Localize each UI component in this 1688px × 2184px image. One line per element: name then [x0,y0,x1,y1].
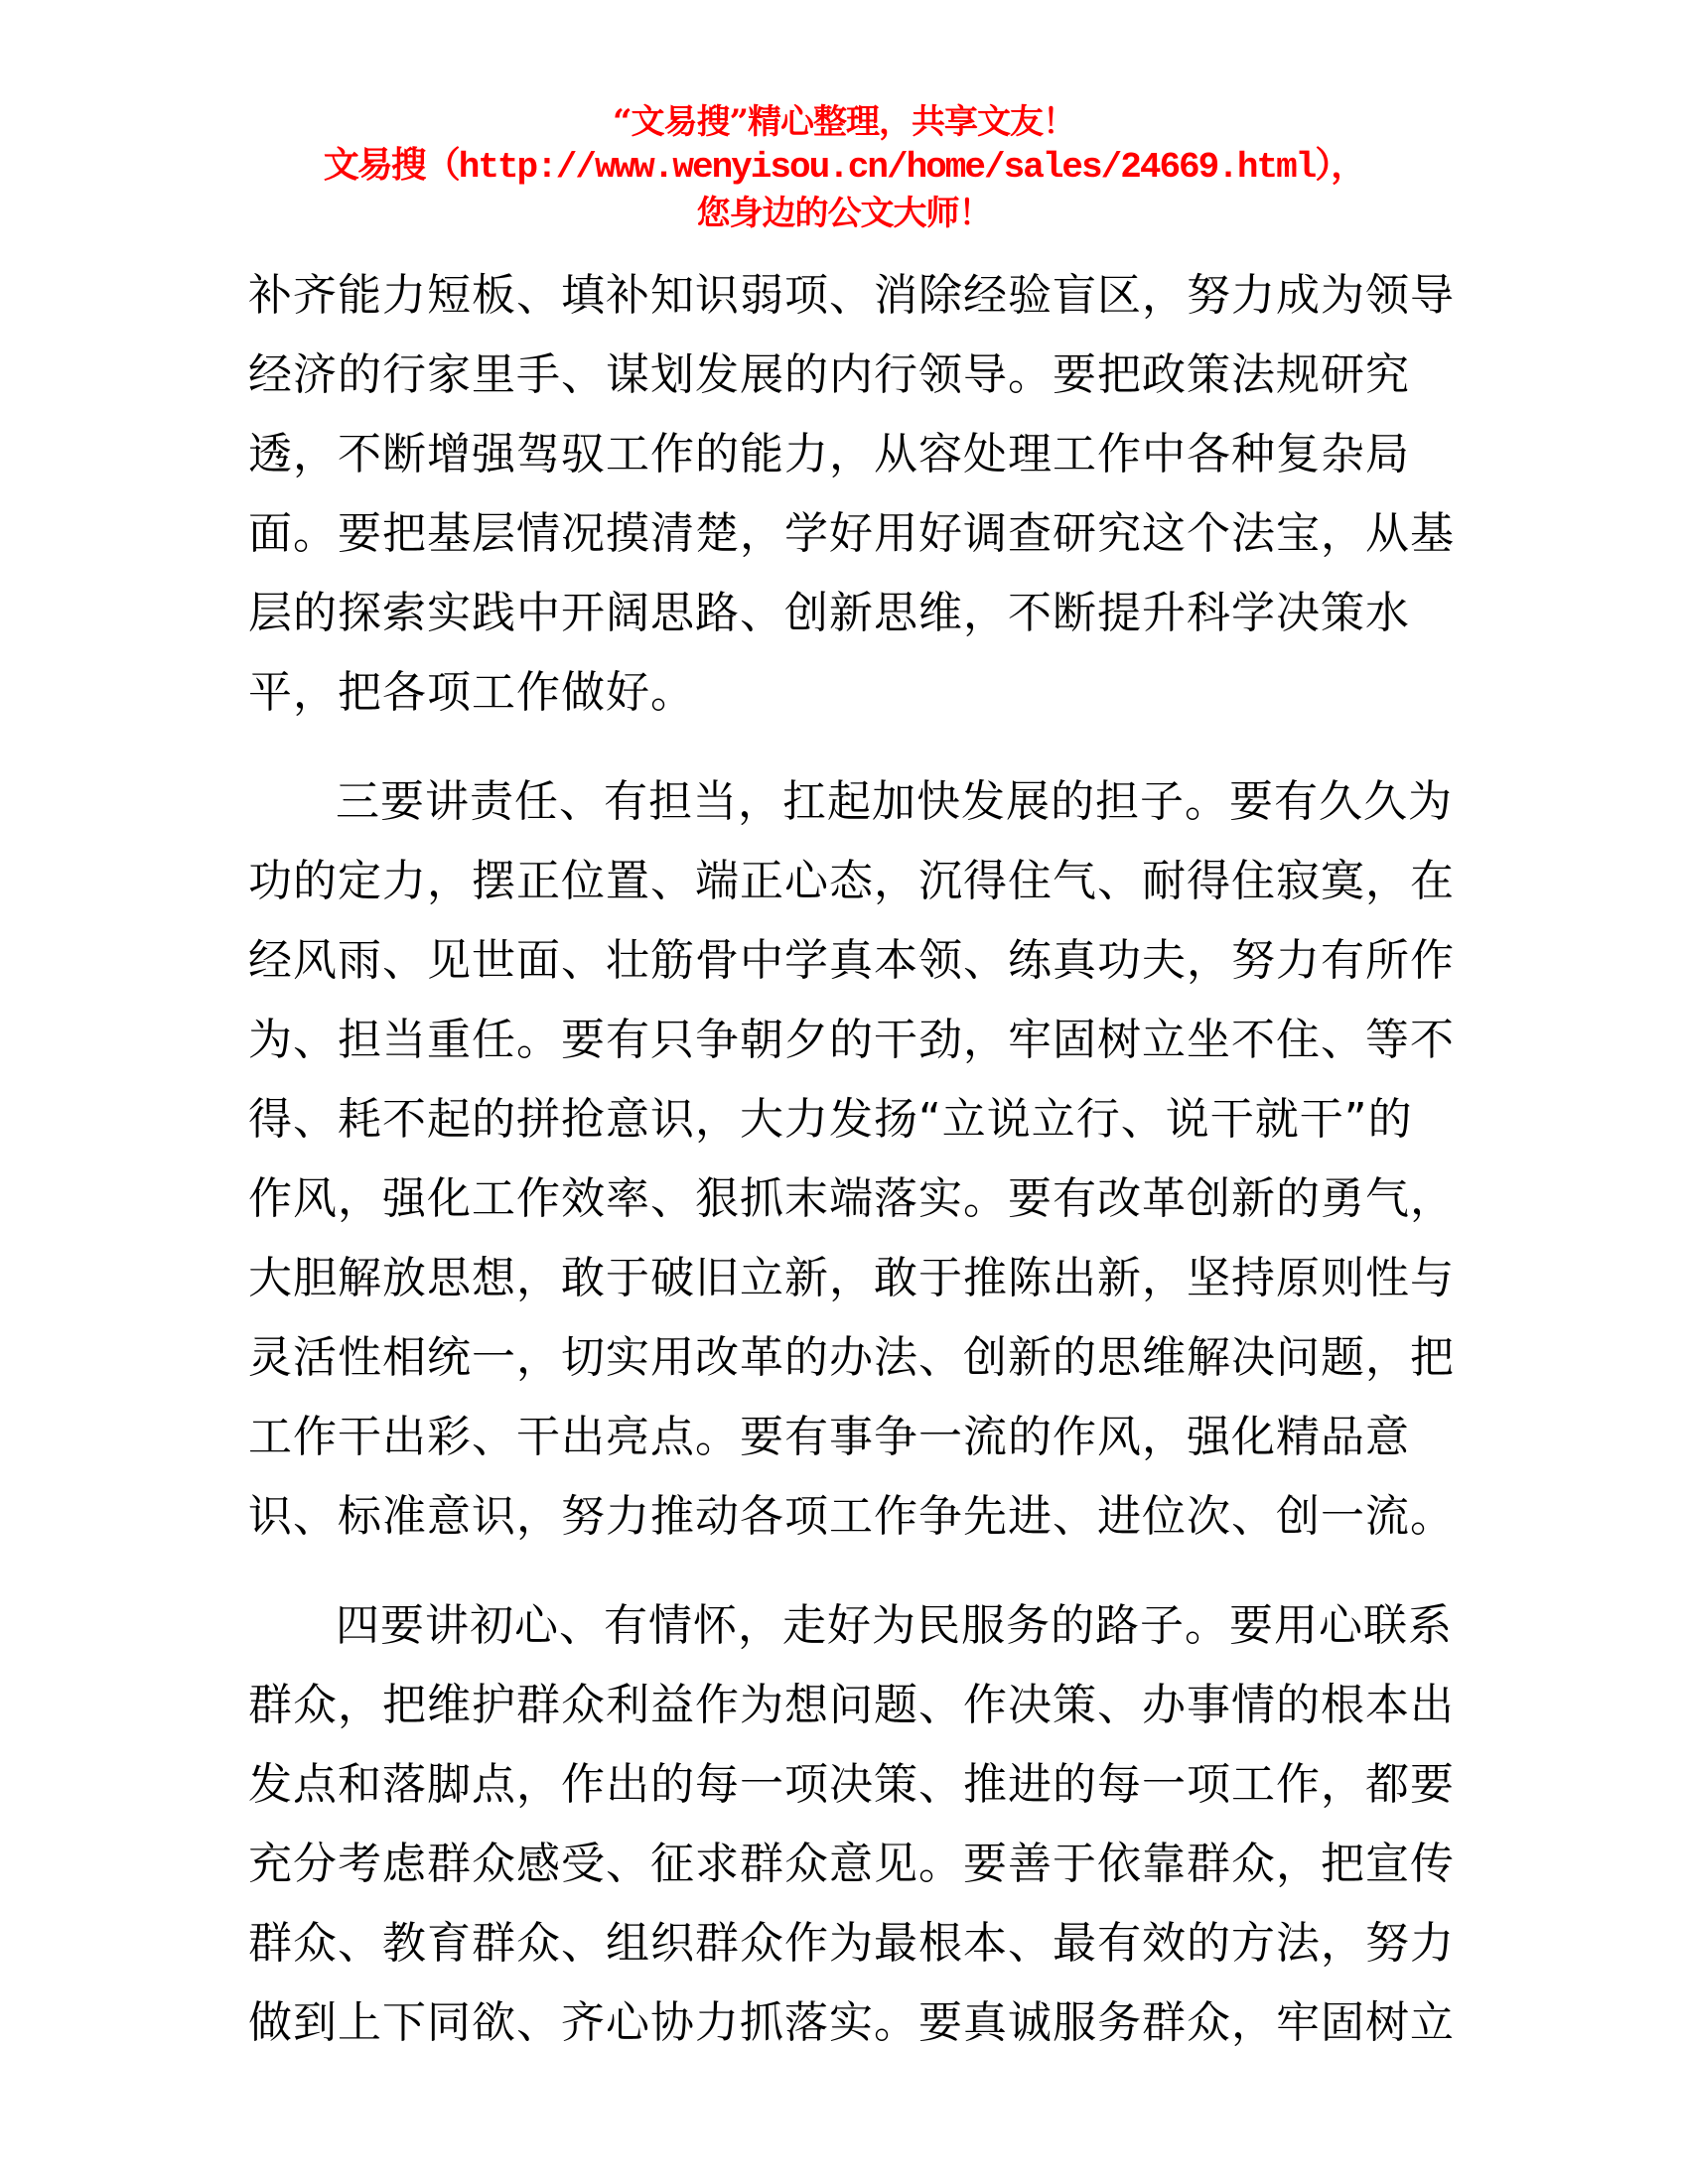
watermark-header [0,99,1688,236]
paragraph-line: 充分考虑群众感受、征求群众意见。要善于依靠群众，把宣传 [248,1839,1455,1889]
paragraph-line: 大胆解放思想，敢于破旧立新，敢于推陈出新，坚持原则性与 [248,1253,1455,1303]
paragraph-line: 作风，强化工作效率、狠抓末端落实。要有改革创新的勇气， [248,1173,1455,1224]
paragraph-line: 群众，把维护群众利益作为想问题、作决策、办事情的根本出 [248,1680,1455,1730]
paragraph-line: 平，把各项工作做好。 [248,667,695,718]
paragraph-2 [248,762,1455,1557]
paragraph-line: 补齐能力短板、填补知识弱项、消除经验盲区，努力成为领导 [248,270,1455,321]
paragraph-line: 三要讲责任、有担当，扛起加快发展的担子。要有久久为 [336,776,1453,827]
header-line-3: 您身边的公文大师！ [696,194,992,233]
paragraph-line: 透，不断增强驾驭工作的能力，从容处理工作中各种复杂局 [248,429,1410,479]
paragraph-1 [248,256,1455,733]
document-body [248,256,1455,2063]
header-line-1: “文易搜”精心整理，共享文友！ [612,102,1076,142]
paragraph-line: 发点和落脚点，作出的每一项决策、推进的每一项工作，都要 [248,1759,1455,1810]
paragraph-line: 功的定力，摆正位置、端正心态，沉得住气、耐得住寂寞，在 [248,856,1455,906]
paragraph-line: 做到上下同欲、齐心协力抓落实。要真诚服务群众，牢固树立 [248,1997,1455,2048]
paragraph-line: 工作干出彩、干出亮点。要有事争一流的作风，强化精品意 [248,1412,1410,1462]
paragraph-line: 四要讲初心、有情怀，走好为民服务的路子。要用心联系 [336,1600,1453,1651]
paragraph-line: 得、耗不起的拼抢意识，大力发扬“立说立行、说干就干”的 [248,1094,1413,1145]
paragraph-spacer [248,1557,1440,1586]
paragraph-line: 群众、教育群众、组织群众作为最根本、最有效的方法，努力 [248,1918,1455,1969]
paragraph-spacer [248,733,1440,762]
paragraph-line: 灵活性相统一，切实用改革的办法、创新的思维解决问题，把 [248,1332,1455,1383]
paragraph-line: 层的探索实践中开阔思路、创新思维，不断提升科学决策水 [248,588,1410,638]
paragraph-3 [248,1586,1455,2063]
paragraph-line: 面。要把基层情况摸清楚，学好用好调查研究这个法宝，从基 [248,508,1455,559]
paragraph-line: 为、担当重任。要有只争朝夕的干劲，牢固树立坐不住、等不 [248,1015,1455,1065]
paragraph-line: 经济的行家里手、谋划发展的内行领导。要把政策法规研究 [248,349,1410,400]
paragraph-line: 识、标准意识，努力推动各项工作争先进、进位次、创一流。 [248,1491,1455,1542]
header-line-2-link[interactable]: 文易搜（http://www.wenyisou.cn/home/sales/24669.html）， [323,147,1365,188]
paragraph-line: 经风雨、见世面、壮筋骨中学真本领、练真功夫，努力有所作 [248,935,1455,986]
